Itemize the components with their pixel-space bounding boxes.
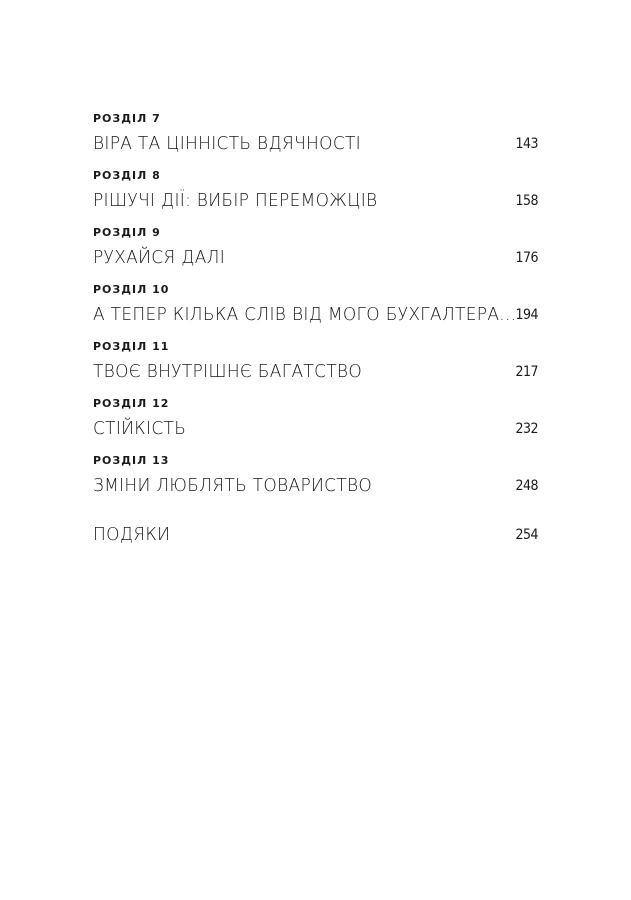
chapter-title: СТІЙКІСТЬ — [93, 418, 187, 440]
toc-entry-chapter-9[interactable] — [93, 226, 538, 283]
chapter-label: РОЗДІЛ 13 — [93, 454, 170, 467]
chapter-title: ЗМІНИ ЛЮБЛЯТЬ ТОВАРИСТВО — [93, 475, 373, 497]
page-number: 254 — [515, 527, 538, 543]
toc-entry-chapter-10[interactable] — [93, 283, 538, 340]
chapter-title: ВІРА ТА ЦІННІСТЬ ВДЯЧНОСТІ — [93, 133, 361, 155]
chapter-label: РОЗДІЛ 7 — [93, 112, 161, 125]
page-number: 248 — [515, 478, 538, 494]
page-number: 158 — [515, 193, 538, 209]
chapter-label: РОЗДІЛ 11 — [93, 340, 170, 353]
chapter-title: РУХАЙСЯ ДАЛІ — [93, 247, 226, 269]
page-number: 194 — [515, 307, 538, 323]
toc-entry-chapter-12[interactable] — [93, 397, 538, 454]
chapter-label: РОЗДІЛ 12 — [93, 397, 170, 410]
page-number: 232 — [515, 421, 538, 437]
chapter-title: РІШУЧІ ДІЇ: ВИБІР ПЕРЕМОЖЦІВ — [93, 190, 378, 212]
toc-entry-chapter-8[interactable] — [93, 169, 538, 226]
page-number: 176 — [515, 250, 538, 266]
toc-entry-chapter-11[interactable] — [93, 340, 538, 397]
chapter-label: РОЗДІЛ 8 — [93, 169, 161, 182]
chapter-title: ТВОЄ ВНУТРІШНЄ БАГАТСТВО — [93, 361, 363, 383]
chapter-title: А ТЕПЕР КІЛЬКА СЛІВ ВІД МОГО БУХГАЛТЕРА... — [93, 304, 517, 326]
toc-entry-chapter-13[interactable] — [93, 454, 538, 511]
chapter-title: ПОДЯКИ — [93, 524, 171, 546]
page-number: 143 — [515, 136, 538, 152]
table-of-contents — [93, 112, 538, 563]
toc-entry-chapter-7[interactable] — [93, 112, 538, 169]
chapter-label: РОЗДІЛ 9 — [93, 226, 161, 239]
chapter-label: РОЗДІЛ 10 — [93, 283, 170, 296]
toc-entry-acknowledgements[interactable] — [93, 523, 538, 563]
page-number: 217 — [515, 364, 538, 380]
